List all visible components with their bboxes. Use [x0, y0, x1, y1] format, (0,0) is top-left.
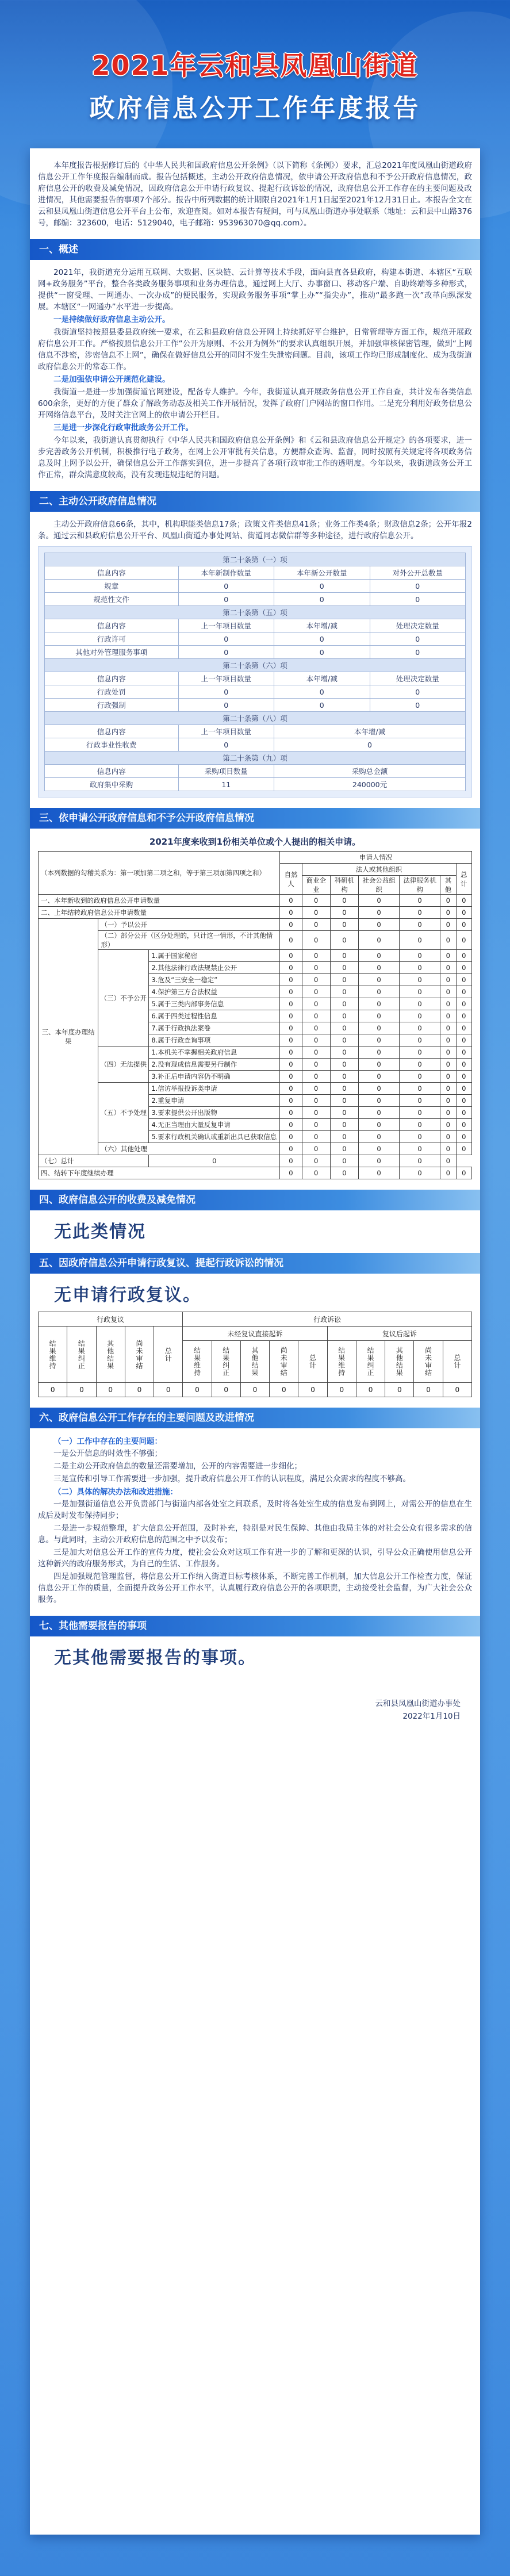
signature-org: 云和县凤凰山街道办事处	[375, 1699, 461, 1708]
table-row: 4.保护第三方合法权益 0 0 0 0 0 0 0	[39, 986, 472, 998]
table-header: 本年新制作数量	[178, 566, 274, 580]
application-table: （本列数据的勾稽关系为：第一项加第二项之和，等于第三项加第四项之和） 申请人情况 自然人 法人或其他组织 总计 商业企业 科研机构 社会公益组织 法律服务机构 其他 一、本年新收到的政府信息公开申请数量 0 0 0 0 0 0 0 二、上年结转政府信息公开申请数量 0 0 0 0 0 0 0 三、本年度办理结果 （一）予以公开 0 0 0 0 0 0 0 （二）部分公开（区分处理的，只计这一情形，不计其他情形） 0 0 0 0 0 0 0 （三）不予公开 1.属于国家秘密 0 0 0 0 0 0 0 2.其他法律行政法规禁止公开 0 0 0 0 0 0 0 3.危及“三安全一稳定” 0 0 0 0 0 0 0 4.保护第三方合法权益 0 0 0 0 0 0 0 5.属于三类内部事务信息 0 0 0 0 0 0 0 6.属于四类过程性信息 0 0 0 0 0 0 0 7.属于行政执法案卷 0 0 0 0 0 0 0 8.属于行政查询事项 0 0 0 0 0 0 0 （四）无法提供 1.本机关不掌握相关政府信息 0 0 0 0 0 0 0 2.没有现成信息需要另行制作 0 0 0 0 0 0 0 3.补正后申请内容仍不明确 0 0 0 0 0 0 0 （五）不予处理 1.信访举报投诉类申请 0 0 0 0 0 0 0 2.重复申请 0 0 0 0 0 0 0 3.要求提供公开出版物 0 0 0 0 0 0 0 4.无正当理由大量反复申请 0 0 0 0 0 0 0 5.要求行政机关确认或重新出具已获取信息 0 0 0 0 0 0 0 （六）其他处理 0 0 0 0 0 0 0 （七）总计 0 0 0 0 0 0 0 四、结转下年度继续办理 0 0 0 0 0 0 0	[38, 851, 472, 1179]
table-row: 3.危及“三安全一稳定” 0 0 0 0 0 0 0	[39, 974, 472, 986]
table-caption: 第二十条第（五）项	[45, 606, 466, 619]
table-row: （三）不予公开 1.属于国家秘密 0 0 0 0 0 0 0	[39, 950, 472, 962]
table-row: 行政强制 0 0 0	[45, 699, 466, 712]
sec7-statement: 无其他需要报告的事项。	[54, 1648, 256, 1668]
table-header: 信息内容	[45, 566, 179, 580]
sec1-p2: 我街道坚持按照县委县政府统一要求，在云和县政府信息公开网上持续抓好平台维护，日常管理等方面工作，规范开展政府信息公开工作。严格按照信息公开工作“公开为原则、不公开为例外”的要求认真组织开展，并加强审核保密管理，做到“上网信息不涉密，涉密信息不上网”，确保在做好信息公开的同时不发生失泄密问题。目前，该项工作均已形成制度化、成为我街道政府信息公开的常态工作。	[38, 328, 472, 371]
table-row: （七）总计 0 0 0 0 0 0 0	[39, 1155, 472, 1167]
sec1-h3: 三是进一步深化行政审批政务公开工作。	[53, 423, 193, 432]
table-header: 对外公开总数量	[370, 566, 466, 580]
table-row: （四）无法提供 1.本机关不掌握相关政府信息 0 0 0 0 0 0 0	[39, 1046, 472, 1059]
sec6-item: 三是宣传和引导工作需要进一步加强，提升政府信息公开工作的认识程度，满足公众需求的程度不够高。	[53, 1474, 411, 1483]
table-header: 本年增/减	[274, 725, 466, 738]
table-row: 8.属于行政查询事项 0 0 0 0 0 0 0	[39, 1034, 472, 1046]
sec6-sub1: （一）工作中存在的主要问题：	[53, 1437, 162, 1446]
sec3-caption: 2021年度来收到1份相关单位或个人提出的相关申请。	[149, 837, 361, 847]
table-row: 二、上年结转政府信息公开申请数量 0 0 0 0 0 0 0	[39, 907, 472, 919]
table-header: 上一年项目数量	[178, 619, 274, 632]
table-header: 处理决定数量	[370, 619, 466, 632]
table-header: 上一年项目数量	[178, 725, 274, 738]
sec6-item: 一是加强街道信息公开负责部门与街道内部各处室之间联系，及时将各处室生成的信息发布到网上，对需公开的信息在生成后及时发布保持同步；	[38, 1500, 472, 1520]
section-4-heading: 四、政府信息公开的收费及减免情况	[30, 1190, 480, 1210]
sec6-item: 二是主动公开政府信息的数量还需要增加，公开的内容需要进一步细化；	[53, 1462, 302, 1471]
table-row: 3.补正后申请内容仍不明确 0 0 0 0 0 0 0	[39, 1071, 472, 1083]
section-5-heading: 五、因政府信息公开申请行政复议、提起行政诉讼的情况	[30, 1253, 480, 1274]
table-header: 信息内容	[45, 725, 179, 738]
table-row: 规章 0 0 0	[45, 580, 466, 593]
table-header: （本列数据的勾稽关系为：第一项加第二项之和，等于第三项加第四项之和）	[39, 852, 280, 895]
table-row: 行政处罚 0 0 0	[45, 685, 466, 699]
review-litigation-table: 行政复议 行政诉讼 结果维持 结果纠正 其他结果 尚未审结 总计 未经复议直接起诉 复议后起诉 结果维持 结果纠正 其他结果 尚未审结 总计 结果维持 结果纠正 其他结果 尚未审结 总计 0 0 0 0 0 0 0 0 0 0 0 0 0 0 0	[38, 1312, 472, 1397]
table-header: 信息内容	[45, 619, 179, 632]
sec1-h2: 二是加强依申请公开规范化建设。	[53, 375, 170, 384]
table-caption: 第二十条第（八）项	[45, 712, 466, 725]
table-caption: 第二十条第（六）项	[45, 659, 466, 672]
section-1-heading: 一、概述	[30, 239, 480, 260]
table-row: 2.没有现成信息需要另行制作 0 0 0 0 0 0 0	[39, 1059, 472, 1071]
table-row: 5.属于三类内部事务信息 0 0 0 0 0 0 0	[39, 998, 472, 1010]
table-header: 处理决定数量	[370, 672, 466, 685]
table-header: 申请人情况	[280, 852, 472, 864]
table-article20-1	[44, 553, 466, 791]
table-row: 政府集中采购 11 240000元	[45, 778, 466, 791]
table-row: 4.无正当理由大量反复申请 0 0 0 0 0 0 0	[39, 1119, 472, 1131]
section-3-heading: 三、依申请公开政府信息和不予公开政府信息情况	[30, 808, 480, 829]
table-row: 6.属于四类过程性信息 0 0 0 0 0 0 0	[39, 1010, 472, 1022]
table-caption: 第二十条第（九）项	[45, 752, 466, 765]
signature-date: 2022年1月10日	[402, 1712, 461, 1721]
table-header: 自然人	[280, 864, 302, 895]
table-row: 行政许可 0 0 0	[45, 632, 466, 646]
report-title-line1: 2021年云和县凤凰山街道	[91, 50, 419, 81]
table-header: 采购项目数量	[178, 765, 274, 778]
table-row: 5.要求行政机关确认或重新出具已获取信息 0 0 0 0 0 0 0	[39, 1131, 472, 1143]
table-header: 信息内容	[45, 765, 179, 778]
table-row: 规范性文件 0 0 0	[45, 593, 466, 606]
sec6-item: 四是加强规范管理监督，将信息公开工作纳入街道目标考核体系，不断完善工作机制，加大信息公开工作检查力度，保证信息公开工作的质量，全面提升政务公开工作水平，认真履行政府信息公开的各项职责，主动接受社会监督，为广大社会公众服务。	[38, 1572, 472, 1604]
table-row: 三、本年度办理结果 （一）予以公开 0 0 0 0 0 0 0	[39, 919, 472, 931]
table-header: 法人或其他组织	[302, 864, 456, 876]
table-row: （五）不予处理 1.信访举报投诉类申请 0 0 0 0 0 0 0	[39, 1083, 472, 1095]
sec6-item: 三是加大对信息公开工作的宣传力度，使社会公众对这项工作有进一步的了解和更深的认识，引导公众正确使用信息公开这种新兴的政府服务形式，为自己的生活、工作服务。	[38, 1548, 472, 1569]
table-row: 2.重复申请 0 0 0 0 0 0 0	[39, 1095, 472, 1107]
table-header: 本年增/减	[274, 672, 370, 685]
section-2-heading: 二、主动公开政府信息情况	[30, 491, 480, 512]
active-disclosure-tables	[38, 546, 472, 798]
sec1-p4: 今年以来，我街道认真贯彻执行《中华人民共和国政府信息公开条例》和《云和县政府信息公开规定》的各项要求，进一步完善政务公开机制，积极推行电子政务，在网上公开审批有关信息，方便群众查询、监督，同时按照有关规定将各项政务信息及时上网予以公开，确保信息公开工作落实到位，进一步提高了各项行政审批工作的透明度。今年以来，我街道政务公开工作正常，群众满意度较高，没有发现违规违纪的问题。	[38, 436, 472, 480]
sec6-sub2: （二）具体的解决办法和改进措施：	[53, 1488, 178, 1497]
report-title-line2: 政府信息公开工作年度报告	[89, 94, 421, 123]
table-row: 四、结转下年度继续办理 0 0 0 0 0 0 0	[39, 1167, 472, 1179]
table-row: 一、本年新收到的政府信息公开申请数量 0 0 0 0 0 0 0	[39, 895, 472, 907]
section-7-heading: 七、其他需要报告的事项	[30, 1616, 480, 1636]
sec2-paragraph: 主动公开政府信息66条，其中，机构职能类信息17条；政策文件类信息41条；业务工作类4条；财政信息2条；公开年报2条。通过云和县政府信息公开平台、凤凰山街道办事处网站、街道同志微信群等多种途径，进行政府信息公开。	[38, 520, 472, 540]
report-paper	[30, 148, 480, 2535]
sec4-statement: 无此类情况	[54, 1222, 146, 1242]
section-6-heading: 六、政府信息公开工作存在的主要问题及改进情况	[30, 1408, 480, 1428]
table-caption: 第二十条第（一）项	[45, 553, 466, 566]
table-header: 信息内容	[45, 672, 179, 685]
table-row: 2.其他法律行政法规禁止公开 0 0 0 0 0 0 0	[39, 962, 472, 974]
table-row: （二）部分公开（区分处理的，只计这一情形，不计其他情形） 0 0 0 0 0 0 0	[39, 931, 472, 950]
table-row: 7.属于行政执法案卷 0 0 0 0 0 0 0	[39, 1022, 472, 1034]
table-row: 3.要求提供公开出版物 0 0 0 0 0 0 0	[39, 1107, 472, 1119]
table-header: 本年新公开数量	[274, 566, 370, 580]
table-header: 上一年项目数量	[178, 672, 274, 685]
sec1-h1: 一是持续做好政府信息主动公开。	[53, 315, 170, 324]
table-row: （六）其他处理 0 0 0 0 0 0 0	[39, 1143, 472, 1155]
table-header: 总计	[456, 864, 471, 895]
sec5-statement: 无申请行政复议。	[54, 1285, 201, 1305]
sec1-p1: 2021年，我街道充分运用互联网、大数据、区块链、云计算等技术手段，面向县直各县政府，构建本街道、本辖区“互联网+政务服务”平台，整合各类政务服务事项和业务办理信息，通过网上大厅、办事窗口、移动客户端、自助终端等多种形式，提供“一窗受理、一网通办、一次办成”的便民服务，实现政务服务事项“掌上办”“指尖办”，推动“最多跑一次”改革向纵深发展。本辖区“一网通办”水平进一步提高。	[38, 268, 472, 312]
sec6-item: 二是进一步规范整理，扩大信息公开范围，及时补充，特别是对民生保障、其他由我局主体的对社会公众有很多需求的信息。与此同时，主动公开政府信息的范围之中予以发布；	[38, 1524, 472, 1544]
table-header: 本年增/减	[274, 619, 370, 632]
table-row: 其他对外管理服务事项 0 0 0	[45, 646, 466, 659]
sec6-item: 一是公开信息的时效性不够强；	[53, 1449, 162, 1458]
table-row: 行政事业性收费 0 0	[45, 738, 466, 752]
intro-paragraph: 本年度报告根据修订后的《中华人民共和国政府信息公开条例》（以下简称《条例》）要求，汇总2021年度凤凰山街道政府信息公开工作年度报告编制而成。报告包括概述，主动公开政府信息情况，依申请公开政府信息和不予公开政府信息情况，政府信息公开的收费及减免情况，因政府信息公开申请行政复议、提起行政诉讼的情况，政府信息公开工作存在的主要问题及改进情况，其他需要报告的事项7个部分。报告中所列数据的统计期限自2021年1月1日起至2021年12月31日止。本报告全文在云和县凤凰山街道信息公开平台上公布，欢迎查阅。如对本报告有疑问，可与凤凰山街道办事处联系（地址：云和县中山路376号，邮编：323600，电话：5129040，电子邮箱：953963070@qq.com）。	[38, 161, 472, 228]
sec1-p3: 我街道一是进一步加强街道官网建设，配备专人维护。今年，我街道认真开展政务信息公开工作自查，共计发布各类信息600余条，更好的方便了群众了解政务动态及相关工作开展情况，发挥了政府门户网站的窗口作用。二是充分利用好政务信息公开网络信息平台，及时关注官网上的依申请公开栏目。	[38, 388, 472, 420]
table-header: 采购总金额	[274, 765, 466, 778]
